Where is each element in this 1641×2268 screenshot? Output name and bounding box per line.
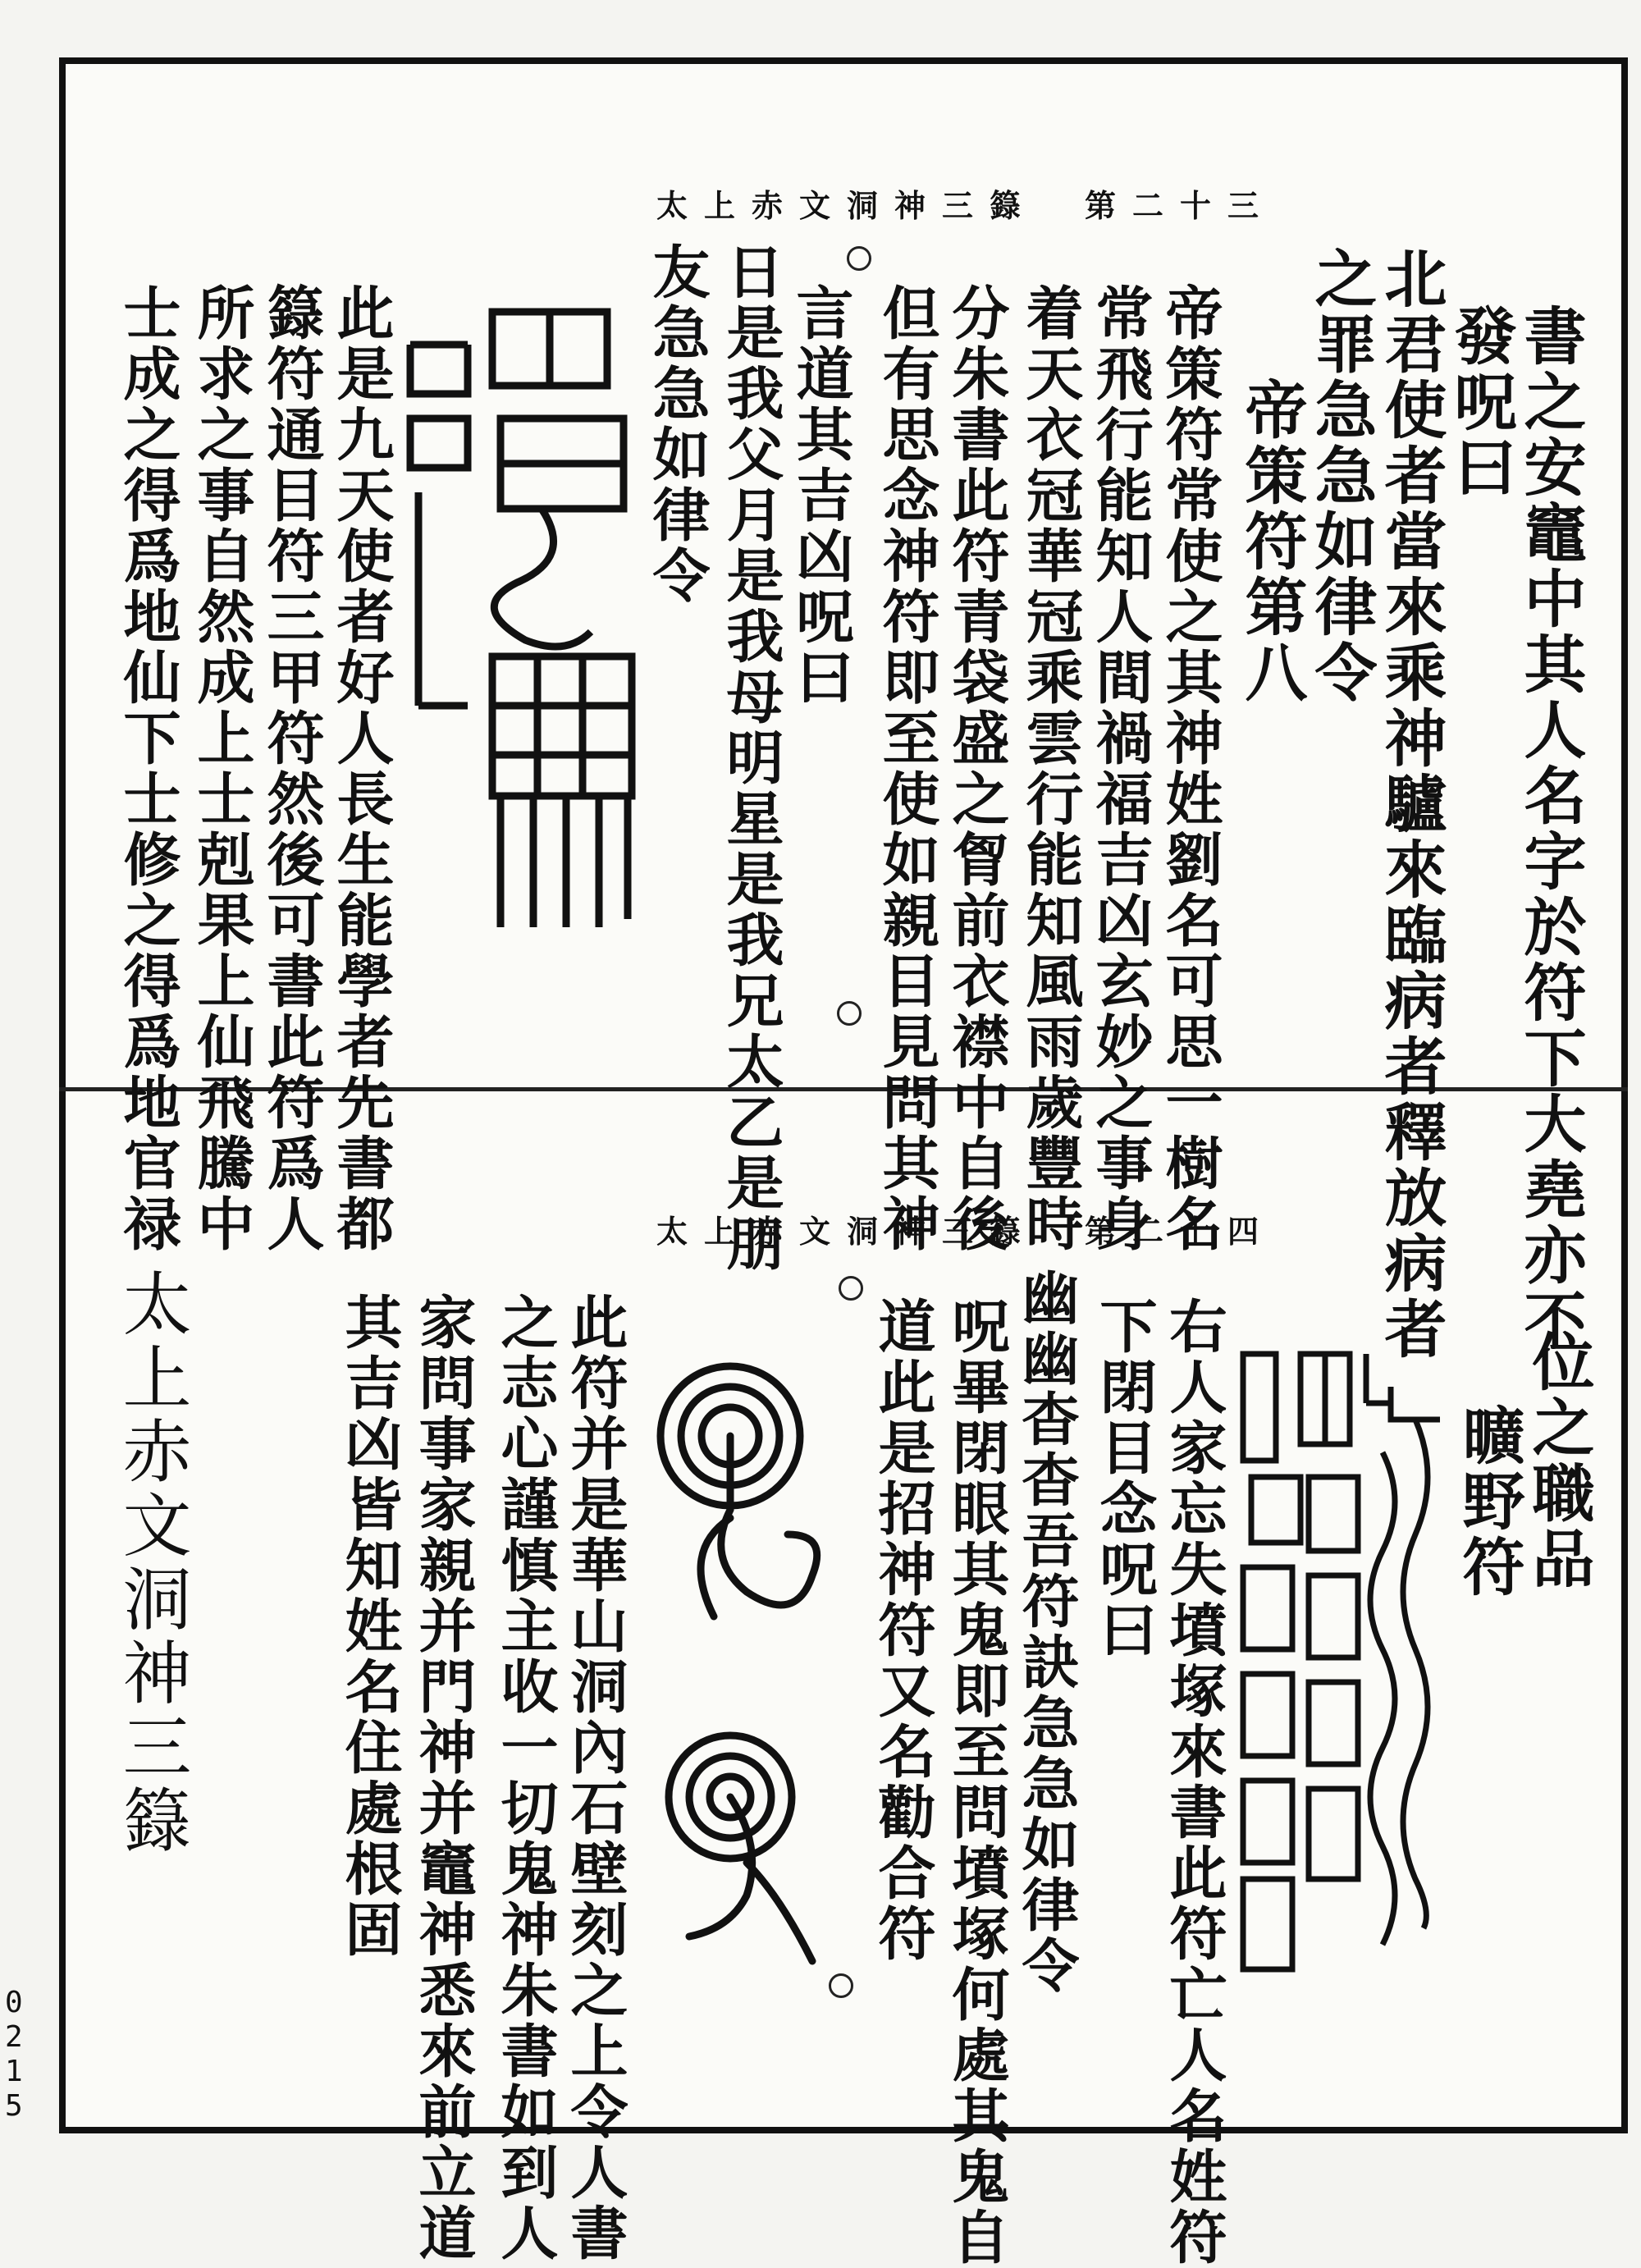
lower-circle-mark-top (839, 1276, 863, 1301)
upper-col-6: 帝策符常使之其神姓劉名可思一樹名 (1156, 283, 1224, 1255)
lower-col-4: 下閉目念呪曰 (1090, 1296, 1159, 1661)
lower-col-6: 呪畢閉眼其鬼即至問墳塚何處其鬼自 (943, 1296, 1011, 2268)
lower-col-9: 之志心謹慎主收一切鬼神朱書如到人 (491, 1292, 560, 2264)
lower-col-5: 幽幽杳杳吾符訣急急如律令 (1012, 1268, 1081, 1996)
lower-col-10: 家問事家親并門神并竈神悉來前立道 (409, 1292, 478, 2264)
upper-col-17: 士成之得爲地仙下士修之得爲地官禄 (114, 283, 182, 1255)
lower-col-8: 此符并是華山洞內石壁刻之上令人書 (561, 1292, 629, 2264)
upper-col-14: 此是九天使者好人長生能學者先書都 (327, 283, 395, 1255)
lower-col-3: 右人家忘失墳塚來書此符亡人名姓符 (1160, 1296, 1228, 2268)
upper-col-10: 但有思念神符即至使如親目見問其神 (873, 283, 941, 1255)
lower-talisman-figure-spirals (648, 1337, 837, 1994)
upper-col-4: 之罪急急如律令 (1305, 246, 1378, 706)
lower-talisman-figure-right (1227, 1337, 1456, 1994)
upper-circle-mark-bottom (837, 1001, 862, 1026)
lower-col-2: 曠野符 (1452, 1403, 1525, 1600)
upper-col-16: 所求之事自然成上士剋果上仙飛騰中 (188, 283, 256, 1255)
upper-col-13: 友急急如律令 (643, 242, 711, 606)
upper-header: 太上赤文洞神三籙 第二十三 (656, 187, 1276, 224)
upper-talisman-figure (394, 295, 640, 952)
upper-col-9: 分朱書此符青袋盛之胷前衣襟中自後 (943, 283, 1011, 1255)
lower-col-7: 道此是招神符又名勸合符 (869, 1296, 937, 1964)
lower-col-11: 其吉凶皆知姓名住處根固 (336, 1292, 404, 1960)
upper-col-8: 着天衣冠華冠乘雲行能知風雨歲豐時 (1017, 283, 1085, 1255)
upper-col-12: 日是我父月是我母明星是我兄太乙是朋 (717, 242, 785, 1274)
upper-col-7: 常飛行能知人間禍福吉凶玄妙之事身 (1086, 283, 1154, 1255)
lower-col-1: 位之職品 (1522, 1329, 1595, 1592)
lower-book-title: 太上赤文洞神三籙 (112, 1268, 192, 1859)
upper-circle-mark-top (847, 246, 871, 271)
upper-col-2: 發呪曰 (1444, 304, 1517, 501)
lower-header: 太上赤文洞神三籙 第二十四 (656, 1213, 1276, 1250)
page-number: 0215 (5, 1986, 23, 2123)
upper-col-11: 言道其吉凶呪曰 (787, 283, 855, 708)
upper-col-3: 北君使者當來乘神驢來臨病者釋放病者 (1374, 246, 1447, 1362)
upper-col-1: 書之安竈中其人名字於符下大堯亦不 (1514, 304, 1587, 1354)
upper-col-5: 帝策符第八 (1235, 377, 1308, 706)
upper-col-15: 籙符通目符三甲符然後可書此符爲人 (258, 283, 326, 1255)
